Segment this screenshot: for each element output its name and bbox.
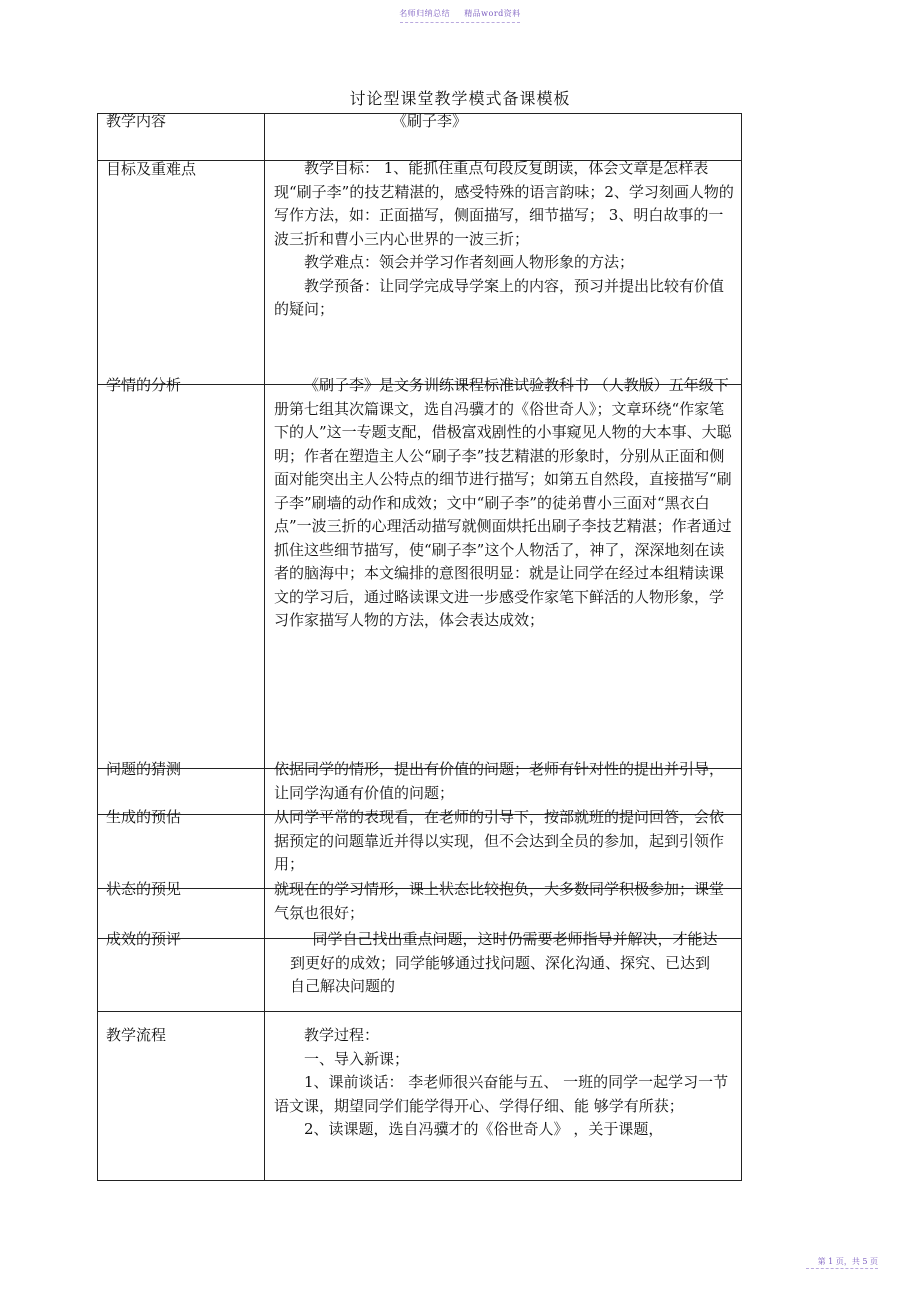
estimate-content — [274, 806, 734, 877]
goals-content — [274, 157, 734, 322]
header-left-text: 名师归纳总结 — [399, 9, 451, 18]
label-guess: 问题的猜测 — [106, 760, 182, 778]
process-step-1: 1、课前谈话： 李老师很兴奋能与五、 一班的同学一起学习一节语文课，期望同学们能学得开心、学得仔细、能 够学有所获； — [274, 1073, 729, 1115]
label-goals: 目标及重难点 — [106, 160, 197, 178]
analysis-text: 《刷子李》是文务训练课程标准试验教科书 （人教版）五年级下册第七组其次篇课文，选自冯骥才的《俗世奇人》；文章环绕“作家笔下的人”这一专题支配，借极富戏剧性的小事窥见人物的大本事、大聪明；作者在塑造主人公“刷子李”技艺精湛的形象时，分别从正面和侧面对能突出主人公特点的细节进行描写；如第五自然段，直接描写“刷子李”刷墙的动作和成效；文中“刷子李”的徒弟曹小三面对“黑衣白点”一波三折的心理活动描写就侧面烘托出刷子李技艺精湛；作者通过抓住这些细节描写，使“刷子李”这个人物活了，神了，深深地刻在读者的脑海中；本文编排的意图很明显：就是让同学在经过本组精读课文的学习后，通过略读课文进一步感受作家笔下鲜活的人物形象，学习作家描写人物的方法，体会表达成效； — [274, 376, 732, 629]
goals-preparation: 教学预备：让同学完成导学案上的内容，预习并提出比较有价值的疑问； — [274, 276, 725, 318]
estimate-text: 从同学平常的表现看，在老师的引导下，按部就班的提问回答，会依据预定的问题靠近并得以实现，但不会达到全员的参加，起到引领作用； — [274, 808, 725, 873]
state-text: 就现在的学习情形，课上状态比较抱负，大多数同学积极参加；课堂气氛也很好； — [274, 880, 725, 922]
process-content — [274, 1024, 734, 1142]
effect-content — [290, 928, 718, 999]
value-teaching-content: 《刷子李》 — [392, 112, 468, 130]
table-right-border — [741, 113, 742, 1181]
label-analysis: 学情的分析 — [106, 376, 182, 394]
table-left-border — [97, 113, 98, 1181]
label-teaching-content: 教学内容 — [106, 112, 167, 130]
label-state: 状态的预见 — [106, 880, 182, 898]
process-heading: 教学过程： — [304, 1026, 380, 1044]
label-process: 教学流程 — [106, 1026, 167, 1044]
page-header — [0, 8, 920, 19]
page-number: 第 1 页，共 5 页 — [817, 1257, 878, 1266]
row-rule-process — [97, 1011, 742, 1012]
header-right-text: 精品word资料 — [464, 9, 521, 18]
footer-rule — [806, 1268, 878, 1269]
guess-content — [274, 758, 734, 805]
process-step-2: 2、读课题，选自冯骥才的《俗世奇人》 ，关于课题， — [304, 1120, 664, 1138]
analysis-content — [274, 374, 734, 633]
table-column-divider — [264, 113, 265, 1181]
goals-difficulty: 教学难点：领会并学习作者刻画人物形象的方法； — [304, 253, 635, 271]
guess-text: 依据同学的情形，提出有价值的问题；老师有针对性的提出并引导，让同学沟通有价值的问题； — [274, 760, 725, 802]
effect-text: 同学自己找出重点问题，这时仍需要老师指导并解决，才能达到更好的成效；同学能够通过找问题、深化沟通、探究、已达到自己解决问题的 — [290, 930, 718, 995]
label-effect: 成效的预评 — [106, 930, 182, 948]
row-rule-bottom — [97, 1180, 742, 1181]
label-estimate: 生成的预估 — [106, 808, 182, 826]
state-content — [274, 878, 734, 925]
goals-objectives: 教学目标： 1、能抓住重点句段反复朗读，体会文章是怎样表现“刷子李”的技艺精湛的，感受特殊的语言韵味；2、学习刻画人物的写作方法，如：正面描写，侧面描写，细节描写； 3、明白故事的一波三折和曹小三内心世界的一波三折； — [274, 159, 734, 248]
document-title: 讨论型课堂教学模式备课模板 — [349, 89, 571, 108]
process-step-intro: 一、导入新课； — [304, 1049, 410, 1068]
header-rule — [400, 22, 520, 23]
